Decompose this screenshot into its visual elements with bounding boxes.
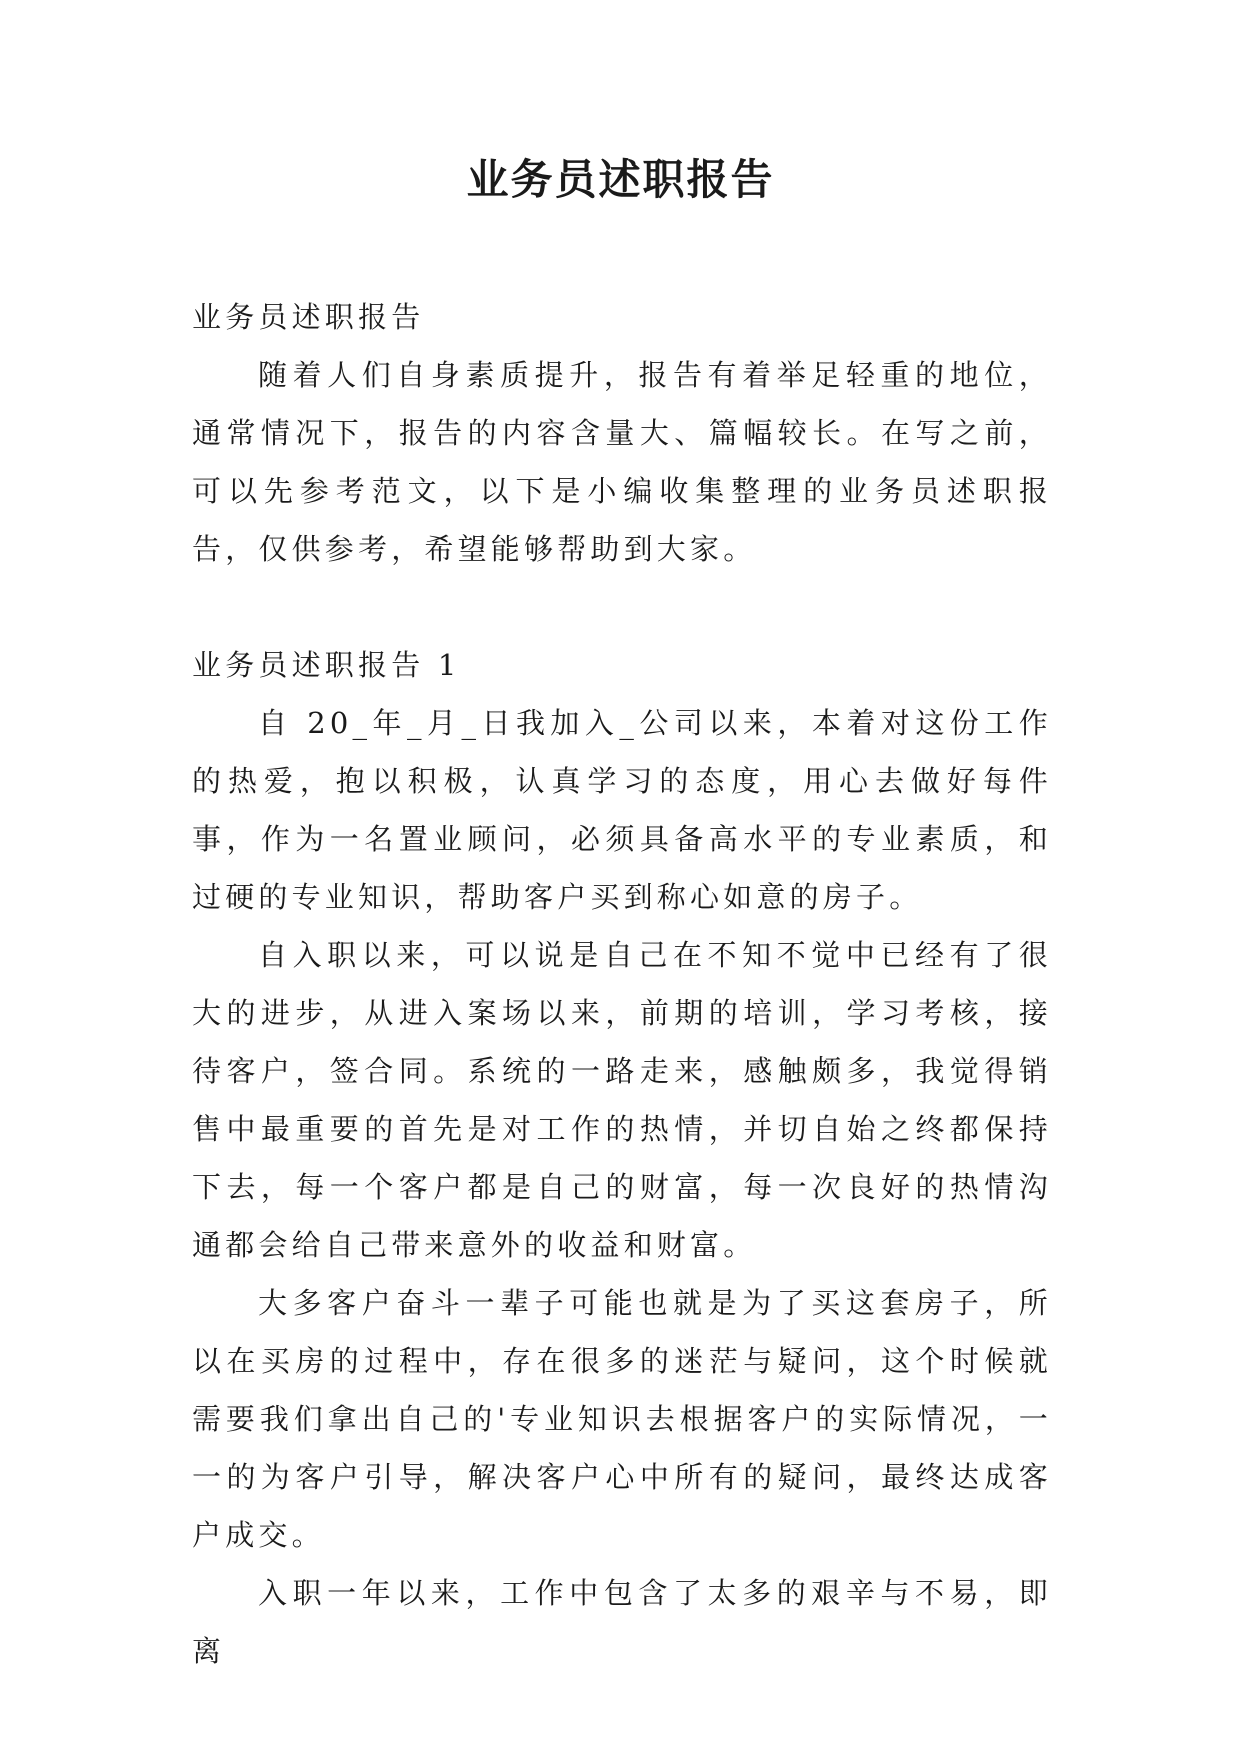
section-1-paragraph-2: 自入职以来，可以说是自己在不知不觉中已经有了很大的进步，从进入案场以来，前期的培训，学习考核，接待客户，签合同。系统的一路走来，感触颇多，我觉得销售中最重要的首先是对工作的热情，并切自始之终都保持下去，每一个客户都是自己的财富，每一次良好的热情沟通都会给自己带来意外的收益和财富。 [192, 938, 1052, 1262]
intro-heading: 业务员述职报告 [192, 300, 425, 334]
section-1-paragraph-3: 大多客户奋斗一辈子可能也就是为了买这套房子，所以在买房的过程中，存在很多的迷茫与疑问，这个时候就需要我们拿出自己的'专业知识去根据客户的实际情况，一一的为客户引导，解决客户心中所有的疑问，最终达成客户成交。 [192, 1286, 1052, 1552]
section-1-paragraph-4: 入职一年以来，工作中包含了太多的艰辛与不易，即离 [192, 1576, 1052, 1668]
document-title: 业务员述职报告 [466, 155, 775, 204]
section-spacer [192, 578, 1052, 636]
intro-paragraph: 随着人们自身素质提升，报告有着举足轻重的地位，通常情况下，报告的内容含量大、篇幅较长。在写之前，可以先参考范文，以下是小编收集整理的业务员述职报告，仅供参考，希望能够帮助到大家。 [192, 358, 1052, 566]
section-1-paragraph-1: 自 20_年_月_日我加入_公司以来，本着对这份工作的热爱，抱以积极，认真学习的态度，用心去做好每件事，作为一名置业顾问，必须具备高水平的专业素质，和过硬的专业知识，帮助客户买到称心如意的房子。 [192, 706, 1052, 914]
section-1-heading: 业务员述职报告 1 [192, 648, 461, 682]
document-body [192, 288, 1052, 1680]
